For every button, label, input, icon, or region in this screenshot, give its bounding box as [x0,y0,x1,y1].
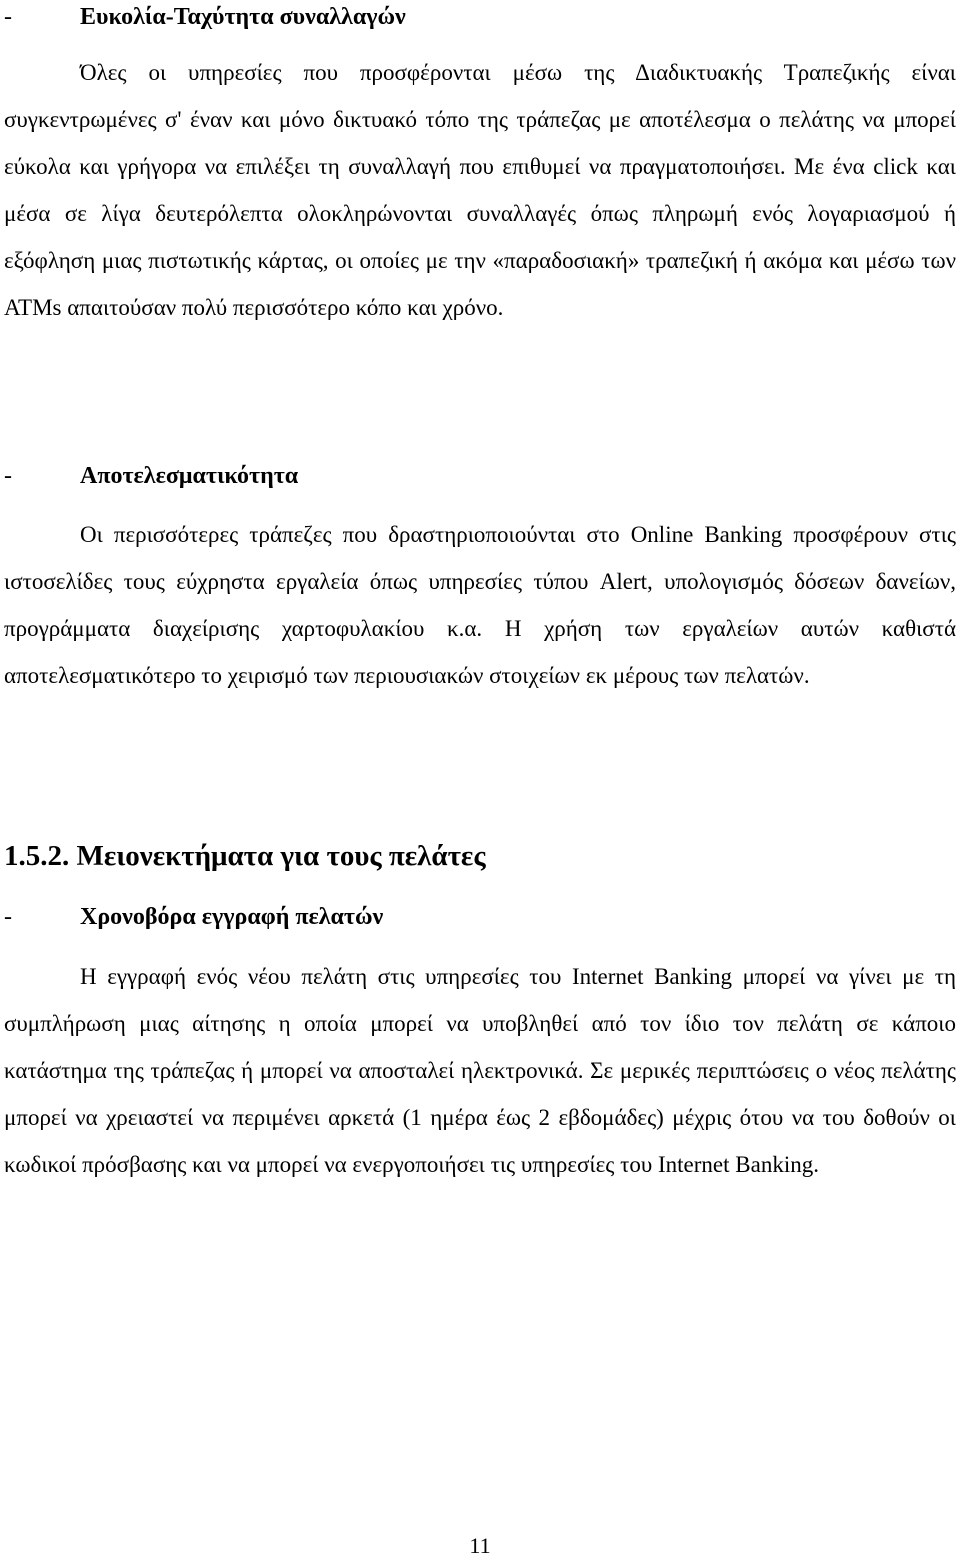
bullet-dash: - [4,4,12,30]
paragraph-effectiveness: Οι περισσότερες τράπεζες που δραστηριοποιούνται στο Online Banking προσφέρουν στις ιστοσελίδες τους εύχρηστα εργαλεία όπως υπηρεσίες τύπου Alert, υπολογισμός δόσεων δανείων, προγράμματα διαχείρισης χαρτοφυλακίου κ.α. Η χρήση των εργαλείων αυτών καθιστά αποτελεσματικότερο το χειρισμό των περιουσιακών στοιχείων εκ μέρους των πελατών. [4,522,956,688]
heading-text: Αποτελεσματικότητα [80,463,299,489]
bullet-dash: - [4,463,12,489]
bullet-heading-slow-registration [0,902,383,932]
bullet-dash: - [4,904,12,930]
heading-text: Χρονοβόρα εγγραφή πελατών [80,904,384,930]
bullet-heading-effectiveness [0,461,298,491]
paragraph-slow-registration: Η εγγραφή ενός νέου πελάτη στις υπηρεσίες του Internet Banking μπορεί να γίνει με τη συμπλήρωση μιας αίτησης η οποία μπορεί να υποβληθεί από τον ίδιο τον πελάτη σε κάποιο κατάστημα της τράπεζας ή μπορεί να αποσταλεί ηλεκτρονικά. Σε μερικές περιπτώσεις ο νέος πελάτης μπορεί να χρειαστεί να περιμένει αρκετά (1 ημέρα έως 2 εβδομάδες) μέχρις ότου να του δοθούν οι κωδικοί πρόσβασης και να μπορεί να ενεργοποιήσει τις υπηρεσίες του Internet Banking. [4,964,956,1177]
section-heading-disadvantages: 1.5.2. Μειονεκτήματα για τους πελάτες [4,840,486,872]
paragraph-ease-speed: Όλες οι υπηρεσίες που προσφέρονται μέσω της Διαδικτυακής Τραπεζικής είναι συγκεντρωμένες σ' έναν και μόνο δικτυακό τόπο της τράπεζας με αποτέλεσμα ο πελάτης να μπορεί εύκολα και γρήγορα να επιλέξει τη συναλλαγή που επιθυμεί να πραγματοποιήσει. Με ένα click και μέσα σε λίγα δευτερόλεπτα ολοκληρώνονται συναλλαγές όπως πληρωμή ενός λογαριασμού ή εξόφληση μιας πιστωτικής κάρτας, οι οποίες με την «παραδοσιακή» τραπεζική ή ακόμα και μέσω των ATMs απαιτούσαν πολύ περισσότερο κόπο και χρόνο. [4,60,956,320]
page-number: 11 [469,1533,491,1558]
bullet-heading-ease-speed [0,2,406,32]
heading-text: Ευκολία-Ταχύτητα συναλλαγών [80,4,406,30]
